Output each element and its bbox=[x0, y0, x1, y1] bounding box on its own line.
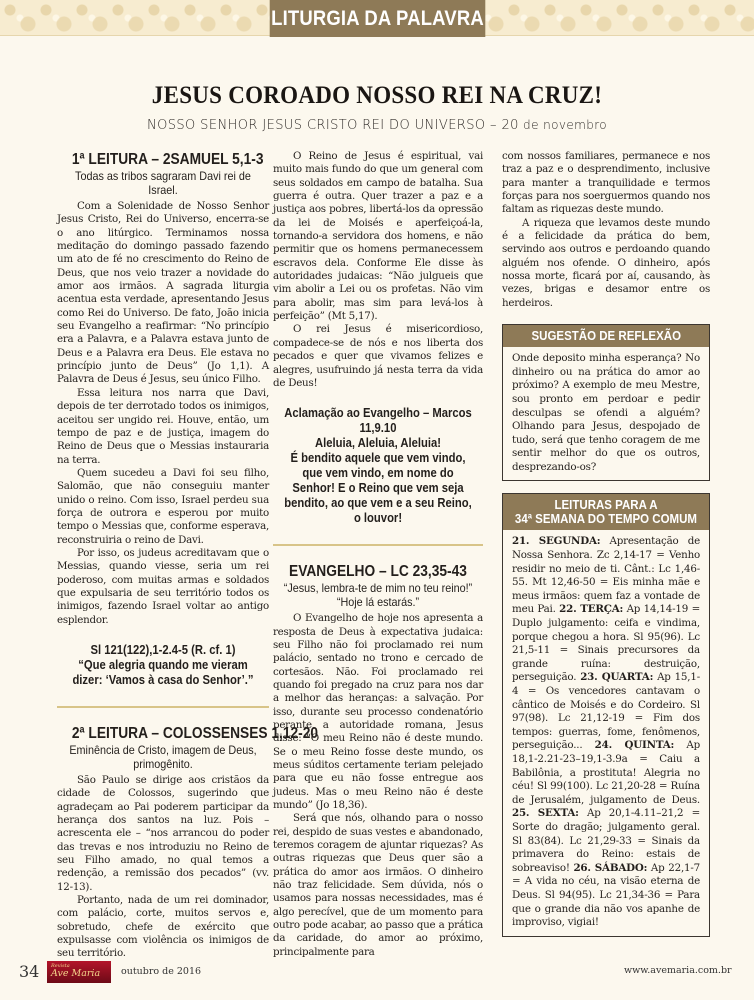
divider bbox=[273, 544, 483, 546]
second-reading-summary: Eminência de Cristo, imagem de Deus, primogênito. bbox=[69, 743, 257, 771]
psalm-reference: Sl 121(122),1-2.4-5 (R. cf. 1) bbox=[90, 643, 236, 657]
paragraph: São Paulo se dirige aos cristãos da cidade de Colossos, sugerindo que agradeçam ao Pai poderem participar da herança dos santos na luz. Pois – acrescenta ele – “nos arrancou do poder das trevas e nos introduziu no Reino de seu Filho amado, no qual temos a redenção, a remissão dos pecados” (vv. 12-13). bbox=[57, 774, 269, 893]
reflection-text: Onde deposito minha esperança? No dinheiro ou na prática do amor ao próximo? A exemplo de meu Mestre, sou pronto em perdoar e pedir desculpas se ofendi a alguém? Olhando para Jesus, despojado de tudo, será que tenho coragem de me sentir melhor do que os outros, desprezando-os? bbox=[512, 352, 700, 473]
weekly-heading-line2: 34ª SEMANA DO TEMPO COMUM bbox=[514, 512, 698, 527]
day-label: 25. SEXTA: bbox=[512, 807, 579, 820]
divider bbox=[57, 706, 269, 708]
paragraph: O Reino de Jesus é espiritual, vai muito mais fundo do que um general com seus soldados em campo de batalha. Sua guerra é outra. Quer trazer a paz e a justiça aos pobres, libertá-los da opressão da lei de Moisés e aperfeiçoá-la, tornando-a servidora dos homens, e não permitir que os homens permanecessem escravos dela. Conforme Ele disse às autoridades judaicas: “Não julgueis que vim abolir a Lei ou os profetas. Não vim para abolir, mas sim para levá-los à perfeição” (Mt 5,17). bbox=[273, 150, 483, 323]
acclamation-title: Aclamação ao Evangelho – Marcos 11,9.10 bbox=[284, 406, 472, 436]
day-readings: Ap 15,1-4 = Os vencedores cantavam o cântico de Moisés e do Cordeiro. Sl 97(98). Lc 21,12-19 = Fim dos tempos: guerras, fome, fenômenos, perseguição... bbox=[512, 671, 700, 752]
page-title: JESUS COROADO NOSSO REI NA CRUZ! bbox=[151, 82, 603, 109]
gospel-heading: EVANGELHO – LC 23,35-43 bbox=[289, 563, 467, 581]
day-readings: Ap 18,1-2.21-23–19,1-3.9a = Caiu a Babilônia, a prostituta! Alegria no céu! Sl 99(100). Lc 21,20-28 = Ruína de Jerusalém, julgamento de Deus. bbox=[512, 739, 700, 806]
weekly-readings-box bbox=[502, 493, 710, 936]
section-label: LITURGIA DA PALAVRA bbox=[270, 0, 486, 37]
paragraph: A riqueza que levamos deste mundo é a felicidade da prática do bem, servindo aos outros e perdoando quando alguém nos ofende. O dinheiro, após nossa morte, ficará por aí, causando, às vezes, brigas e desamor entre os herdeiros. bbox=[502, 216, 710, 309]
acclamation-text: É bendito aquele que vem vindo, que vem vindo, em nome do Senhor! E o Reino que vem seja bendito, ao que vem e a seu Reino, o louvor! bbox=[284, 451, 472, 526]
first-reading-summary: Todas as tribos sagraram Davi rei de Israel. bbox=[75, 169, 251, 197]
issue-date: outubro de 2016 bbox=[121, 966, 202, 977]
day-label: 23. QUARTA: bbox=[580, 671, 654, 684]
gospel bbox=[273, 562, 483, 959]
paragraph: O Evangelho de hoje nos apresenta a resposta de Deus à expectativa judaica: seu Filho não foi proclamado rei num palácio, sentado no trono e cercado de cortesãos. Não. Foi proclamado rei quando foi pregado na cruz para nos dar a melhor das heranças: a salvação. Por isso, durante seu processo condenatório perante a autoridade romana, Jesus disse: “O meu Reino não é deste mundo. Se o meu Reino fosse deste mundo, os meus súditos certamente teriam pelejado para que eu não fosse entregue aos judeus. Mas o meu Reino não é deste mundo” (Jo 18,36). bbox=[273, 612, 483, 811]
website-link[interactable]: www.avemaria.com.br bbox=[624, 965, 732, 976]
day-label: 26. SÁBADO: bbox=[573, 861, 648, 874]
paragraph: Com a Solenidade de Nosso Senhor Jesus Cristo, Rei do Universo, encerra-se o ano litúrgico. Terminamos nossa meditação do domingo passado fazendo um ato de fé no crescimento do Reino de Deus, que nos veio trazer a novidade do amor aos irmãos. A sagrada liturgia acentua esta verdade, apresentando Jesus como Rei do Universo. De fato, João inicia seu Evangelho a reafirmar: “No princípio era a Palavra, e a Palavra estava junto de Deus e a Palavra era Deus. Ele estava no princípio junto de Deus” (Jo 1,1). A Palavra de Deus é Jesus, seu único Filho. bbox=[57, 200, 269, 386]
day-readings: Apresentação de Nossa Senhora. Zc 2,14-17 = Venho residir no meio de ti. Cânt.: Lc 1,46-55. Mt 12,46-50 = Eis minha mãe e meus irmãos: quem faz a vontade de meu Pai. bbox=[512, 535, 700, 616]
first-reading bbox=[57, 150, 269, 627]
day-readings: Ap 20,1-4.11–21,2 = Sorte do dragão; julgamento geral. Sl 83(84). Lc 21,29-33 = Sinais da primavera do Reino: estais de sobreaviso! bbox=[512, 807, 700, 874]
day-readings: Ap 22,1-7 = A vida no céu, na visão eterna de Deus. Sl 94(95). Lc 21,34-36 = Para que o grande dia não vos apanhe de improviso, vigiai! bbox=[512, 861, 700, 929]
subtitle-date: de novembro bbox=[518, 118, 608, 132]
paragraph: Por isso, os judeus acreditavam que o Messias, quando viesse, seria um rei poderoso, com muitas armas e soldados que expulsaria de seu território todos os inimigos, fazendo Israel voltar ao antigo esplendor. bbox=[57, 546, 269, 626]
weekly-heading-line1: LEITURAS PARA A bbox=[554, 498, 658, 513]
paragraph: Será que nós, olhando para o nosso rei, despido de suas vestes e abandonado, teremos coragem de ajuntar riquezas? As outras riquezas que Deus quer são a prática do amor aos irmãos. O dinheiro não traz felicidade. Sem dúvida, nós o usamos para nossas necessidades, mas é algo perecível, que de um momento para outro pode acabar, ao passo que a prática da caridade, do amor ao próximo, principalmente para bbox=[273, 812, 483, 958]
day-label: 24. QUINTA: bbox=[594, 739, 675, 752]
logo-small-text: Revista bbox=[51, 963, 70, 969]
logo-main-text: Ave Maria bbox=[51, 968, 101, 979]
second-reading bbox=[57, 724, 319, 961]
psalm-response: “Que alegria quando me vieram dizer: ‘Vamos à casa do Senhor’.” bbox=[72, 658, 254, 687]
page-number: 34 bbox=[19, 962, 40, 981]
paragraph: Essa leitura nos narra que Davi, depois de ter derrotado todos os inimigos, aceitou ser ungido rei. Houve, então, um tempo de paz e de justiça, imagem do Reino de Deus que o Messias instauraria na terra. bbox=[57, 386, 269, 466]
column-3 bbox=[502, 150, 710, 937]
paragraph: com nossos familiares, permanece e nos traz a paz e o desprendimento, inclusive para manter a tranquilidade e termos forças para nos soerguermos quando nos faltam as riquezas deste mundo. bbox=[502, 150, 710, 216]
weekly-readings-heading bbox=[503, 494, 709, 530]
acclamation-alleluia: Aleluia, Aleluia, Aleluia! bbox=[314, 436, 442, 451]
psalm bbox=[57, 643, 269, 688]
page-subtitle bbox=[0, 118, 754, 133]
first-reading-heading: 1ª LEITURA – 2SAMUEL 5,1-3 bbox=[71, 151, 264, 168]
weekly-readings-text bbox=[512, 535, 700, 929]
paragraph: Portanto, nada de um rei dominador, com palácio, corte, muitos servos e, sobretudo, chefe de exército que expulsasse com violência os inimigos de seu território. bbox=[57, 894, 269, 960]
day-readings: Ap 14,14-19 = Duplo julgamento: ceifa e vindima, porque chegou a hora. Sl 95(96). Lc 21,5-11 = Sinais precursores da grande ruína: destruição, perseguição. bbox=[512, 603, 700, 684]
second-reading-heading: 2ª LEITURA – COLOSSENSES 1,12-20 bbox=[71, 725, 319, 742]
day-label: 22. TERÇA: bbox=[559, 603, 624, 616]
paragraph: O rei Jesus é misericordioso, compadece-se de nós e nos liberta dos pecados e quer que vivamos felizes e alegres, usufruindo já nesta terra da vida de Deus! bbox=[273, 323, 483, 389]
reflection-heading bbox=[503, 325, 709, 347]
gospel-summary-2: “Hoje lá estarás.” bbox=[336, 595, 420, 610]
column-1 bbox=[57, 150, 319, 961]
subtitle-main: NOSSO SENHOR JESUS CRISTO REI DO UNIVERSO – 20 bbox=[146, 118, 519, 133]
gospel-acclamation bbox=[273, 406, 483, 526]
paragraph: Quem sucedeu a Davi foi seu filho, Salomão, que não conseguiu manter unido o reino. Com isso, Israel perdeu sua força de outrora e esperou por muito tempo o Messias que, conforme esperava, reconstruiria o reino de Davi. bbox=[57, 466, 269, 546]
gospel-summary-1: “Jesus, lembra-te de mim no teu reino!” bbox=[283, 581, 473, 596]
column-2 bbox=[273, 150, 483, 959]
day-label: 21. SEGUNDA: bbox=[512, 535, 601, 548]
magazine-logo bbox=[47, 961, 111, 983]
reflection-box bbox=[502, 324, 710, 481]
reflection-heading-text: SUGESTÃO DE REFLEXÃO bbox=[531, 329, 681, 344]
